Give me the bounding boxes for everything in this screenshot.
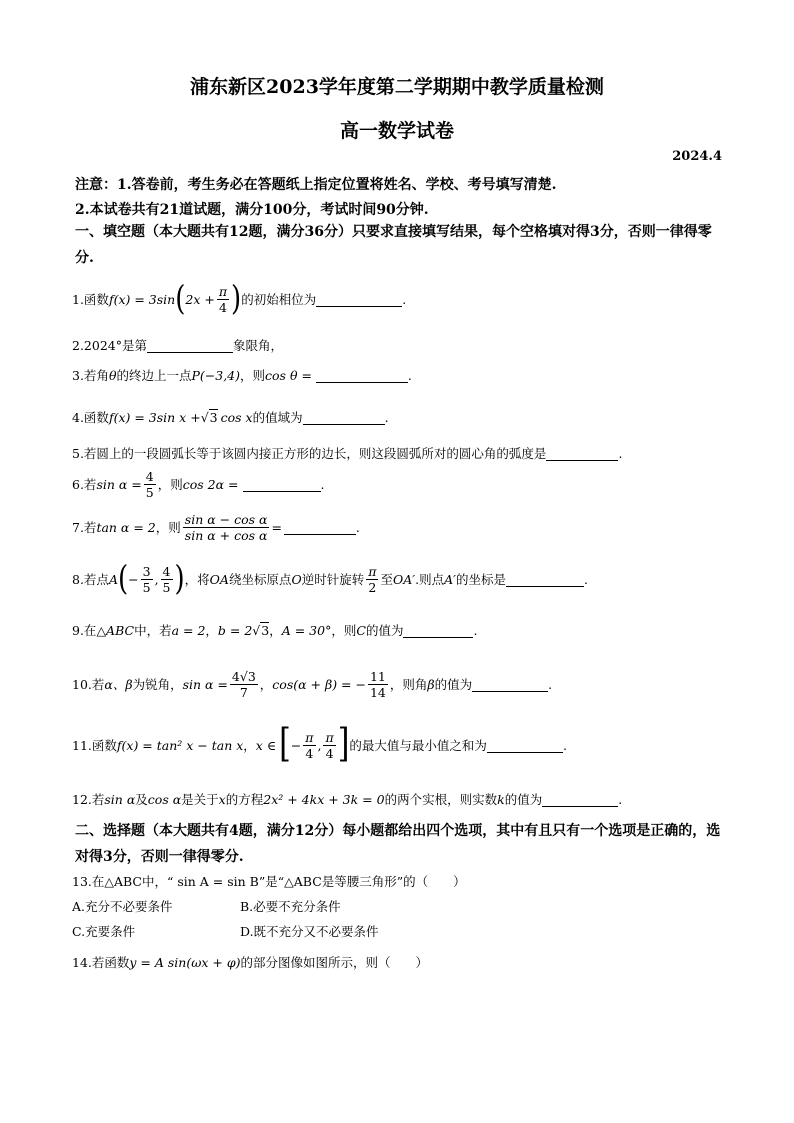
q2-pre: 2.2024°是第 xyxy=(72,338,147,353)
q8-n1: 3 xyxy=(142,563,151,579)
q8-A: A xyxy=(108,571,118,587)
q1-fraction xyxy=(217,284,229,315)
q6-answer-blank[interactable] xyxy=(243,477,321,492)
note-2: 2.本试卷共有21道试题，满分100分，考试时间90分钟. xyxy=(75,202,429,218)
q7-answer-blank[interactable] xyxy=(284,520,356,535)
q1-func: f(x) = 3sin xyxy=(108,291,176,307)
q13-option-d[interactable]: D.既不充分又不必要条件 xyxy=(240,924,379,939)
q12-post: 的值为 xyxy=(504,792,543,807)
q9-tri: △ABC xyxy=(96,622,135,638)
q8-pre: 8.若点 xyxy=(72,572,109,587)
q11-answer-blank[interactable] xyxy=(487,738,563,753)
q9-a: a = 2 xyxy=(171,622,206,638)
q7-eq: = xyxy=(271,519,282,535)
q1-pre: 1.函数 xyxy=(72,292,109,307)
q3-theta: θ xyxy=(108,367,117,383)
q8-d1: 5 xyxy=(142,579,151,595)
q8-mid2: 绕坐标原点 xyxy=(228,572,292,587)
q8-frac2 xyxy=(161,564,173,595)
q8-answer-blank[interactable] xyxy=(506,572,584,587)
q8-frac1 xyxy=(141,564,153,595)
q11-expr: f(x) = tan² x − tan x xyxy=(116,737,244,753)
q10-mid2: ，则角 xyxy=(389,677,428,692)
q9-mid: 中，若 xyxy=(134,623,172,638)
question-6: 6.若 sin α = $\frac{4}{5}$ ，则 cos 2α = . xyxy=(72,468,325,500)
q10-mid: 为锐角， xyxy=(132,677,183,692)
q4-answer-blank[interactable] xyxy=(303,410,385,425)
q7-pre: 7.若 xyxy=(72,520,97,535)
q6-num: 4 xyxy=(145,468,154,484)
section-fill-header: 一、填空题（本大题共有12题，满分36分）只要求直接填写结果，每个空格填对得3分，否则一律得零分. xyxy=(75,224,712,266)
question-14 xyxy=(72,953,428,971)
q9-C: C xyxy=(356,622,366,638)
q3-comma: ，则 xyxy=(240,368,266,383)
q6-expr: sin α = xyxy=(96,476,142,492)
q12-mid2: 是关于 xyxy=(181,792,219,807)
q11-rbracket: ] xyxy=(337,721,350,768)
q7-den: sin α + cos α xyxy=(184,527,268,543)
q3-expr: cos θ = xyxy=(265,367,312,383)
q8-rparen: ) xyxy=(174,559,185,599)
q1-rparen: ) xyxy=(231,279,242,319)
q10-den1: 7 xyxy=(239,684,248,700)
q7-expr: tan α = 2 xyxy=(96,519,156,535)
q10-beta: β xyxy=(427,676,435,692)
exam-title: 浦东新区2023学年度第二学期期中教学质量检测 xyxy=(190,76,604,98)
q8-post: 的坐标是 xyxy=(455,572,506,587)
q6-expr2: cos 2α = xyxy=(182,476,239,492)
q6-mid: ，则 xyxy=(157,477,183,492)
q1-num: π xyxy=(218,283,228,299)
note-1: 注意：1.答卷前，考生务必在答题纸上指定位置将姓名、学校、考号填写清楚. xyxy=(75,177,557,193)
q12-c: cos α xyxy=(147,791,182,807)
q8-den: 2 xyxy=(368,579,377,595)
q11-n1: π xyxy=(305,729,314,745)
q9-answer-blank[interactable] xyxy=(403,623,473,638)
q13-text: 13.在△ABC中，“ sin A = sin B”是“△ABC是等腰三角形”的（ ） xyxy=(72,874,466,889)
question-4: 4.函数 f(x) = 3sin x + √ 3 cos x 的值域为 . xyxy=(72,409,389,425)
q11-post: 的最大值与最小值之和为 xyxy=(349,738,487,753)
q8-num: π xyxy=(368,563,377,579)
q7-mid: ，则 xyxy=(155,520,181,535)
q11-x: x ∈ xyxy=(255,737,277,753)
q4-sqrt: 3 xyxy=(209,410,218,425)
q11-d2: 4 xyxy=(325,745,334,761)
q8-d2: 5 xyxy=(162,579,171,595)
q8-mid3: 逆时针旋转 xyxy=(301,572,365,587)
q1-post: 的初始相位为 xyxy=(241,292,317,307)
q9-sqrt: 3 xyxy=(261,623,270,638)
q12-pre: 12.若 xyxy=(72,792,105,807)
q3-pre: 3.若角 xyxy=(72,368,109,383)
q3-point: P(−3,4) xyxy=(191,367,241,383)
q14-expr: y = A sin(ωx + φ) xyxy=(129,954,241,970)
q2-post: 象限角， xyxy=(233,338,284,353)
q6-fraction xyxy=(144,469,156,500)
q4-expr2: cos x xyxy=(220,409,253,425)
q9-c2: ，则 xyxy=(331,623,357,638)
q12-k: k xyxy=(497,791,505,807)
q8-mid5: .则点 xyxy=(415,572,445,587)
q10-pre: 10.若 xyxy=(72,677,105,692)
q4-expr1: f(x) = 3sin x + xyxy=(108,409,201,425)
question-10: 10.若 α、β 为锐角， sin α = $\frac{4√3}{7}$ ， cos(α + β) = − $\frac{11}{14}$ ，则角 β 的值为 . xyxy=(72,668,553,700)
question-9: 9.在 △ABC 中，若 a = 2 ， b = 2 √ 3 ， A = 30° ，则 C 的值为 . xyxy=(72,622,478,638)
q12-x: x xyxy=(218,791,226,807)
q7-fraction xyxy=(183,512,270,543)
q1-answer-blank[interactable] xyxy=(316,292,402,307)
q8-OA2: OA′ xyxy=(392,571,416,587)
question-12: 12.若 sin α 及 cos α 是关于 x 的方程 2x² + 4kx + 3k = 0 的两个实根，则实数 k 的值为 . xyxy=(72,791,623,807)
q10-answer-blank[interactable] xyxy=(472,677,548,692)
q10-c1: ， xyxy=(259,677,273,692)
q9-b1: ， xyxy=(205,623,218,638)
q8-mid4: 至 xyxy=(380,572,393,587)
q3-answer-blank[interactable] xyxy=(316,368,408,383)
question-5: 5.若圆上的一段圆弧长等于该圆内接正方形的边长，则这段圆弧所对的圆心角的弧度是 . xyxy=(72,445,623,461)
q8-O: O xyxy=(291,571,302,587)
q11-c1: ， xyxy=(243,738,256,753)
q12-eq: 2x² + 4kx + 3k = 0 xyxy=(263,791,385,807)
q2-answer-blank[interactable] xyxy=(147,338,233,353)
q8-lparen: ( xyxy=(117,559,129,599)
q11-lbracket: [ xyxy=(279,721,291,768)
q10-ab: α、β xyxy=(104,677,133,692)
q11-frac2 xyxy=(323,730,335,761)
q8-n2: 4 xyxy=(162,563,171,579)
q1-lparen: ( xyxy=(175,279,186,319)
q1-arg: 2x + xyxy=(185,291,215,307)
q11-n2: π xyxy=(325,729,334,745)
q1-den: 4 xyxy=(218,299,227,315)
q9-c1: ， xyxy=(269,623,282,638)
q11-d1: 4 xyxy=(305,745,314,761)
q11-frac1 xyxy=(303,730,315,761)
q13-option-b[interactable]: B.必要不充分条件 xyxy=(240,899,341,914)
q11-pre: 11.函数 xyxy=(72,738,117,753)
exam-subtitle: 高一数学试卷 xyxy=(339,120,454,142)
q10-cos: cos(α + β) = − xyxy=(272,676,366,692)
q4-post: 的值域为 xyxy=(252,410,303,425)
q13-option-a[interactable]: A.充分不必要条件 xyxy=(72,899,173,914)
q14-pre: 14.若函数 xyxy=(72,955,130,970)
question-7: 7.若 tan α = 2 ，则 $\frac{\text{sin α − cos α}}{\text{sin α + cos α}}$ = . xyxy=(72,511,360,543)
q9-A: A = 30° xyxy=(281,622,332,638)
q10-post: 的值为 xyxy=(434,677,473,692)
q4-pre: 4.函数 xyxy=(72,410,109,425)
q12-mid4: 的两个实根，则实数 xyxy=(384,792,498,807)
question-3: 3.若角 θ 的终边上一点 P(−3,4) ，则 cos θ = . xyxy=(72,367,412,383)
question-11: 11.函数 f(x) = tan² x − tan x ， x ∈ [ − $\frac{\pi}{4}$ , π 4 ] 的最大值与最小值之和为 . xyxy=(72,721,567,768)
q6-pre: 6.若 xyxy=(72,477,97,492)
q12-mid1: 及 xyxy=(135,792,148,807)
q9-pre: 9.在 xyxy=(72,623,97,638)
q8-mid1: ，将 xyxy=(184,572,210,587)
q13-option-c[interactable]: C.充要条件 xyxy=(72,924,136,939)
q12-mid3: 的方程 xyxy=(225,792,264,807)
q8-A2: A′ xyxy=(444,571,456,587)
q10-frac1 xyxy=(230,669,258,700)
q12-answer-blank[interactable] xyxy=(542,792,618,807)
exam-date: 2024.4 xyxy=(672,149,722,164)
q10-frac2 xyxy=(368,669,388,700)
q8-angle xyxy=(366,564,378,595)
q12-s: sin α xyxy=(104,791,136,807)
q9-post: 的值为 xyxy=(365,623,404,638)
question-2 xyxy=(72,336,283,354)
q8-OA: OA xyxy=(209,571,229,587)
q3-mid: 的终边上一点 xyxy=(116,368,192,383)
q5-text: 5.若圆上的一段圆弧长等于该圆内接正方形的边长，则这段圆弧所对的圆心角的弧度是 xyxy=(72,446,547,461)
section-choice-header: 二、选择题（本大题共有4题，满分12分）每小题都给出四个选项，其中有且只有一个选项是正确的，选对得3分，否则一律得零分. xyxy=(75,823,721,865)
question-1: 1.函数 f(x) = 3sin ( 2x + $\frac{\pi}{4}$ ) 的初始相位为 . xyxy=(72,279,407,319)
q14-post: 的部分图像如图所示，则（ ） xyxy=(240,955,429,970)
q10-num1: 4√3 xyxy=(231,668,256,684)
q10-den2: 14 xyxy=(369,684,386,700)
question-13 xyxy=(72,872,466,890)
question-8: 8.若点 A ( − $\frac{3}{5}$ , 4 5 ) ，将 OA 绕坐标原点 O 逆时针旋转 $\frac{\pi}{2}$ 至 OA′ .则点 A′ 的坐标是 . xyxy=(72,559,588,599)
q6-den: 5 xyxy=(145,484,154,500)
q5-answer-blank[interactable] xyxy=(546,446,618,461)
q10-num2: 11 xyxy=(369,668,386,684)
q10-s: sin α = xyxy=(182,676,228,692)
q7-num: sin α − cos α xyxy=(184,511,268,527)
q9-b: b = 2 xyxy=(217,622,253,638)
